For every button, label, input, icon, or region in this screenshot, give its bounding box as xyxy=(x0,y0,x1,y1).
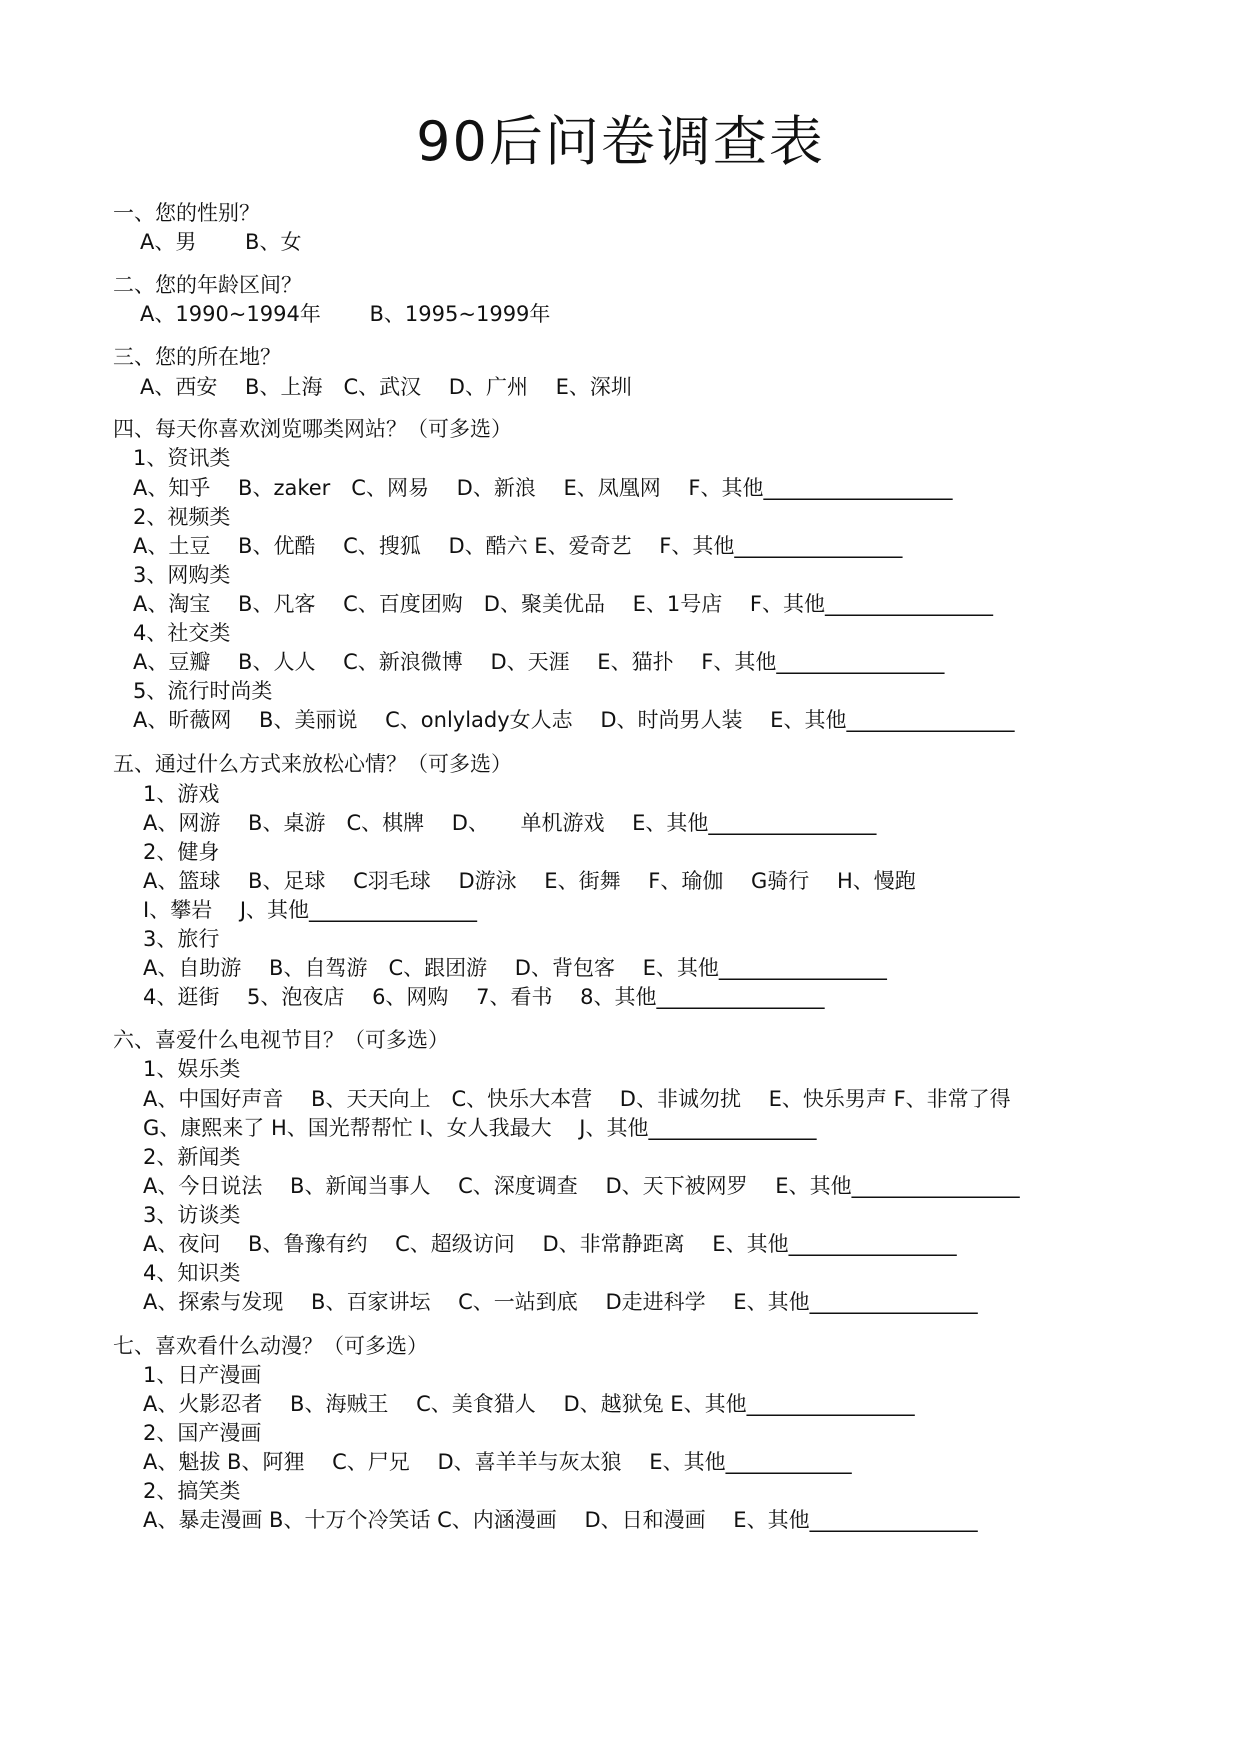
options-line: A、今日说法 B、新闻当事人 C、深度调查 D、天下被网罗 E、其他________________ xyxy=(143,1174,1020,1198)
options-line: A、豆瓣 B、人人 C、新浪微博 D、天涯 E、猫扑 F、其他________________ xyxy=(133,650,945,674)
options-line: 4、逛街 5、泡夜店 6、网购 7、看书 8、其他________________ xyxy=(143,985,825,1009)
subcategory-label: 2、健身 xyxy=(143,840,220,864)
subcategory-label: 1、游戏 xyxy=(143,782,220,806)
options-line: A、中国好声音 B、天天向上 C、快乐大本营 D、非诚勿扰 E、快乐男声 F、非常了得 xyxy=(143,1087,1011,1111)
options-line: G、康熙来了 H、国光帮帮忙 I、女人我最大 J、其他________________ xyxy=(143,1116,817,1140)
page-title: 90后问卷调查表 xyxy=(416,110,825,173)
options-line: A、西安 B、上海 C、武汉 D、广州 E、深圳 xyxy=(140,375,632,399)
options-line: A、篮球 B、足球 C羽毛球 D游泳 E、街舞 F、瑜伽 G骑行 H、慢跑 xyxy=(143,869,916,893)
subcategory-label: 2、搞笑类 xyxy=(143,1479,241,1503)
options-line: A、土豆 B、优酷 C、搜狐 D、酷六 E、爱奇艺 F、其他________________ xyxy=(133,534,903,558)
options-line: A、火影忍者 B、海贼王 C、美食猎人 D、越狱兔 E、其他________________ xyxy=(143,1392,915,1416)
options-line: A、知乎 B、zaker C、网易 D、新浪 E、凤凰网 F、其他__________________ xyxy=(133,476,953,500)
options-line: A、魁拔 B、阿狸 C、尸兄 D、喜羊羊与灰太狼 E、其他____________ xyxy=(143,1450,852,1474)
options-line: A、男 B、女 xyxy=(140,230,302,254)
options-line: A、暴走漫画 B、十万个冷笑话 C、内涵漫画 D、日和漫画 E、其他________________ xyxy=(143,1508,978,1532)
subcategory-label: 3、旅行 xyxy=(143,927,220,951)
options-line: A、淘宝 B、凡客 C、百度团购 D、聚美优品 E、1号店 F、其他________________ xyxy=(133,592,994,616)
subcategory-label: 3、访谈类 xyxy=(143,1203,241,1227)
subcategory-label: 2、国产漫画 xyxy=(143,1421,262,1445)
question-heading: 四、每天你喜欢浏览哪类网站？（可多选） xyxy=(113,417,512,441)
subcategory-label: 1、娱乐类 xyxy=(143,1057,241,1081)
options-line: A、1990~1994年 B、1995~1999年 xyxy=(140,302,551,326)
question-heading: 五、通过什么方式来放松心情？（可多选） xyxy=(113,752,512,776)
question-heading: 七、喜欢看什么动漫？（可多选） xyxy=(113,1334,428,1358)
question-heading: 三、您的所在地？ xyxy=(113,345,281,369)
subcategory-label: 2、新闻类 xyxy=(143,1145,241,1169)
subcategory-label: 4、知识类 xyxy=(143,1261,241,1285)
question-heading: 一、您的性别？ xyxy=(113,201,260,225)
subcategory-label: 4、社交类 xyxy=(133,621,231,645)
question-heading: 二、您的年龄区间？ xyxy=(113,273,302,297)
question-heading: 六、喜爱什么电视节目？（可多选） xyxy=(113,1028,449,1052)
options-line: A、网游 B、桌游 C、棋牌 D、 单机游戏 E、其他________________ xyxy=(143,811,877,835)
subcategory-label: 3、网购类 xyxy=(133,563,231,587)
subcategory-label: 1、日产漫画 xyxy=(143,1363,262,1387)
options-line: A、探索与发现 B、百家讲坛 C、一站到底 D走进科学 E、其他________________ xyxy=(143,1290,978,1314)
options-line: A、自助游 B、自驾游 C、跟团游 D、背包客 E、其他________________ xyxy=(143,956,887,980)
options-line: A、夜问 B、鲁豫有约 C、超级访问 D、非常静距离 E、其他________________ xyxy=(143,1232,957,1256)
options-line: I、攀岩 J、其他________________ xyxy=(143,898,478,922)
subcategory-label: 2、视频类 xyxy=(133,505,231,529)
options-line: A、昕薇网 B、美丽说 C、onlylady女人志 D、时尚男人装 E、其他________________ xyxy=(133,708,1015,732)
subcategory-label: 1、资讯类 xyxy=(133,446,231,470)
subcategory-label: 5、流行时尚类 xyxy=(133,679,273,703)
